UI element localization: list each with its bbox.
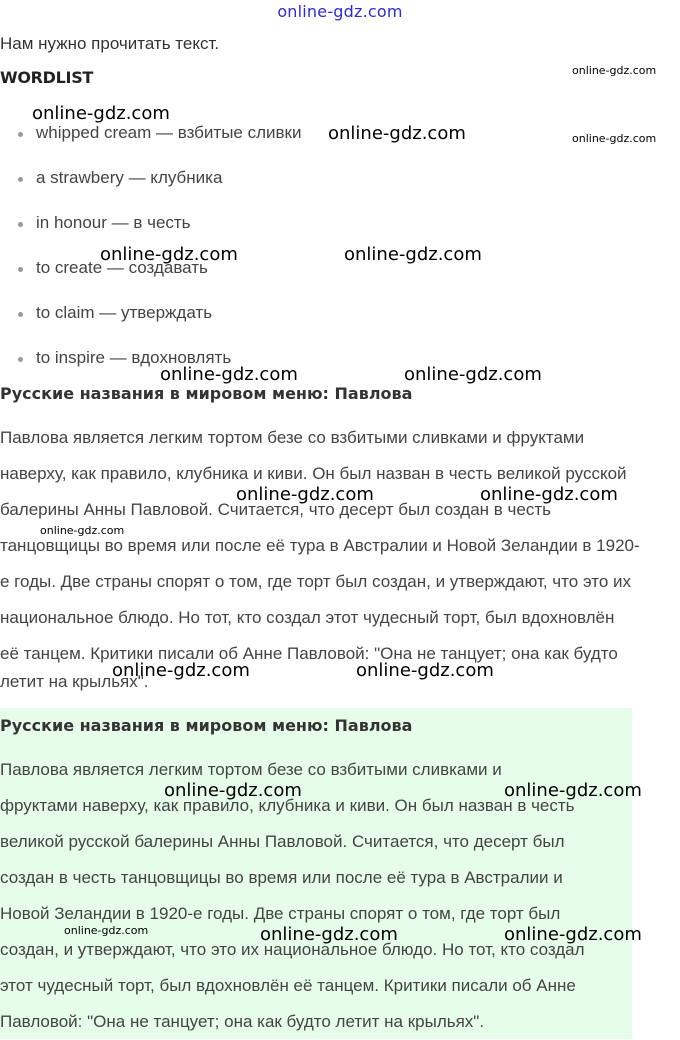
article-line: наверху, как правило, клубника и киви. Он был назван в честь великой русской (0, 464, 627, 483)
translation-line: Новой Зеландии в 1920-е годы. Две страны спорят о том, где торт был (0, 904, 561, 923)
watermark: online-gdz.com (164, 780, 302, 801)
watermark: online-gdz.com (40, 524, 125, 537)
bullet-icon (18, 177, 23, 182)
article-line: её танцем. Критики писали об Анне Павловой: "Она не танцует; она как будто (0, 644, 618, 663)
bullet-icon (18, 132, 23, 137)
watermark: online-gdz.com (572, 132, 657, 145)
bullet-icon (18, 357, 23, 362)
wordlist-item-text: in honour — в честь (36, 213, 191, 232)
article-line: летит на крыльях". (0, 672, 149, 691)
watermark: online-gdz.com (64, 924, 149, 937)
watermark: online-gdz.com (328, 123, 466, 144)
watermark: online-gdz.com (480, 484, 618, 505)
translation-line: великой русской балерины Анны Павловой. Считается, что десерт был (0, 832, 565, 851)
watermark: online-gdz.com (572, 64, 657, 77)
wordlist-item-text: to inspire — вдохновлять (36, 348, 232, 367)
translation-line: фруктами наверху, как правило, клубника и киви. Он был назван в честь (0, 796, 575, 815)
list-item (0, 155, 301, 200)
site-logo[interactable]: online-gdz.com (277, 2, 403, 21)
wordlist-title: WORDLIST (0, 68, 94, 87)
intro-text: Нам нужно прочитать текст. (0, 34, 220, 53)
watermark: online-gdz.com (504, 924, 642, 945)
watermark: online-gdz.com (344, 244, 482, 265)
article-line: Павлова является легким тортом безе со взбитыми сливками и фруктами (0, 428, 585, 447)
wordlist-item-text: to claim — утверждать (36, 303, 213, 322)
translation-line: этот чудесный торт, был вдохновлён её танцем. Критики писали об Анне (0, 976, 576, 995)
article-body (0, 420, 680, 692)
wordlist-item-text: whipped cream — взбитые сливки (36, 123, 302, 142)
wordlist-item-text: to create — создавать (36, 258, 208, 277)
article-line: национальное блюдо. Но тот, кто создал этот чудесный торт, был вдохновлён (0, 608, 615, 627)
wordlist-item-text: a strawbery — клубника (36, 168, 223, 187)
watermark: online-gdz.com (112, 660, 250, 681)
article-line: танцовщицы во время или после её тура в Австралии и Новой Зеландии в 1920- (0, 536, 640, 555)
watermark: online-gdz.com (160, 364, 298, 385)
translation-line: Павловой: "Она не танцует; она как будто летит на крыльях". (0, 1012, 485, 1031)
article-line: е годы. Две страны спорят о том, где торт был создан, и утверждают, что это их (0, 572, 632, 591)
watermark: online-gdz.com (32, 103, 170, 124)
watermark: online-gdz.com (404, 364, 542, 385)
watermark: online-gdz.com (504, 780, 642, 801)
translation-line: Павлова является легким тортом безе со взбитыми сливками и (0, 760, 502, 779)
translation-line: создан, и утверждают, что это их национальное блюдо. Но тот, кто создал (0, 940, 585, 959)
translation-title: Русские названия в мировом меню: Павлова (0, 716, 413, 735)
translation-line: создан в честь танцовщицы во время или после её тура в Австралии и (0, 868, 563, 887)
bullet-icon (18, 312, 23, 317)
watermark: online-gdz.com (356, 660, 494, 681)
bullet-icon (18, 267, 23, 272)
list-item (0, 200, 301, 245)
watermark: online-gdz.com (100, 244, 238, 265)
article-line: балерины Анны Павловой. Считается, что десерт был создан в честь (0, 500, 551, 519)
bullet-icon (18, 222, 23, 227)
watermark: online-gdz.com (260, 924, 398, 945)
watermark: online-gdz.com (236, 484, 374, 505)
article-title: Русские названия в мировом меню: Павлова (0, 384, 413, 403)
list-item (0, 290, 301, 335)
